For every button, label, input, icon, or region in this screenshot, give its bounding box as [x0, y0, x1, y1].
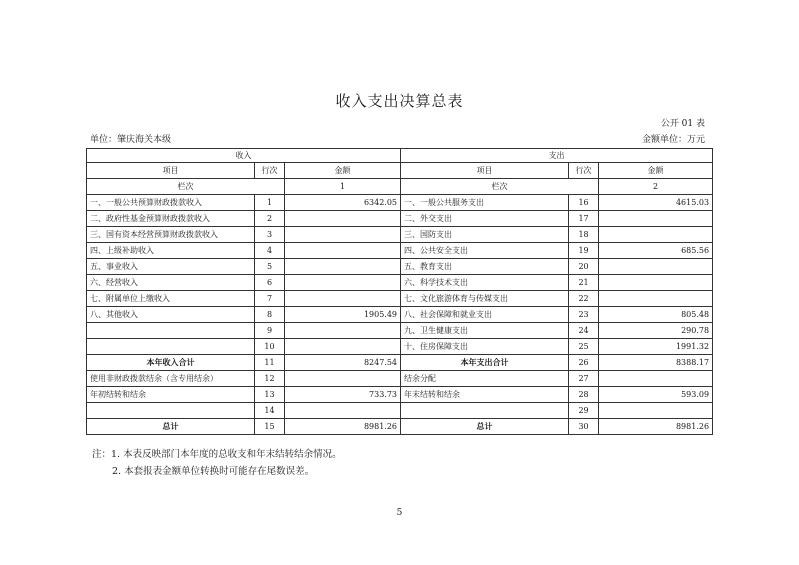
- expense-item: 五、教育支出: [401, 259, 569, 275]
- income-row-number: 2: [255, 211, 285, 227]
- report-title: 收入支出决算总表: [335, 92, 464, 110]
- expense-amount: 1991.32: [599, 339, 713, 355]
- expense-item: 结余分配: [401, 371, 569, 387]
- expense-amount: 8388.17: [599, 355, 713, 371]
- income-row-number: 15: [255, 419, 285, 435]
- income-column-number: 1: [285, 179, 401, 195]
- income-row-number: 1: [255, 195, 285, 211]
- income-amount: [285, 243, 401, 259]
- expense-item: 一、一般公共服务支出: [401, 195, 569, 211]
- income-rowno-header: 行次: [255, 163, 285, 179]
- table-row: [87, 275, 713, 291]
- expense-amount: [599, 371, 713, 387]
- table-row: [87, 339, 713, 355]
- expense-item: 九、卫生健康支出: [401, 323, 569, 339]
- income-item: 六、经营收入: [87, 275, 255, 291]
- income-row-number: 11: [255, 355, 285, 371]
- expense-item: 三、国防支出: [401, 227, 569, 243]
- expense-row-number: 18: [569, 227, 599, 243]
- expense-item: 年末结转和结余: [401, 387, 569, 403]
- table-column-header-row: [87, 163, 713, 179]
- income-row-number: 5: [255, 259, 285, 275]
- expense-row-number: 29: [569, 403, 599, 419]
- income-amount: 733.73: [285, 387, 401, 403]
- expense-group-header: 支出: [401, 149, 713, 163]
- expense-row-number: 28: [569, 387, 599, 403]
- income-amount: [285, 403, 401, 419]
- table-row: [87, 243, 713, 259]
- expense-amount-header: 金额: [599, 163, 713, 179]
- table-row: [87, 259, 713, 275]
- footnotes: [92, 446, 342, 480]
- income-item-header: 项目: [87, 163, 255, 179]
- expense-row-number: 16: [569, 195, 599, 211]
- income-item: 本年收入合计: [87, 355, 255, 371]
- expense-row-number: 20: [569, 259, 599, 275]
- income-amount: [285, 323, 401, 339]
- table-row: [87, 323, 713, 339]
- income-item: 二、政府性基金预算财政拨款收入: [87, 211, 255, 227]
- income-row-number: 4: [255, 243, 285, 259]
- expense-row-number: 27: [569, 371, 599, 387]
- reporting-unit: 单位：肇庆海关本级: [90, 135, 172, 145]
- income-amount: 1905.49: [285, 307, 401, 323]
- table-row: [87, 371, 713, 387]
- income-row-number: 6: [255, 275, 285, 291]
- expense-row-number: 26: [569, 355, 599, 371]
- table-row: [87, 291, 713, 307]
- expense-amount: 685.56: [599, 243, 713, 259]
- expense-row-number: 22: [569, 291, 599, 307]
- footnote-2: 2. 本套报表金额单位转换时可能存在尾数误差。: [112, 466, 315, 477]
- income-row-number: 9: [255, 323, 285, 339]
- footnote-1: 注：1. 本表反映部门本年度的总收支和年末结转结余情况。: [92, 449, 342, 460]
- expense-item-header: 项目: [401, 163, 569, 179]
- income-item: [87, 323, 255, 339]
- expense-row-number: 30: [569, 419, 599, 435]
- expense-amount: [599, 211, 713, 227]
- expense-item: 总计: [401, 419, 569, 435]
- income-item: 四、上级补助收入: [87, 243, 255, 259]
- income-item: 年初结转和结余: [87, 387, 255, 403]
- table-row: [87, 195, 713, 211]
- expense-amount: [599, 403, 713, 419]
- table-row: [87, 211, 713, 227]
- expense-row-number: 21: [569, 275, 599, 291]
- expense-row-number: 24: [569, 323, 599, 339]
- expense-amount: 4615.03: [599, 195, 713, 211]
- expense-column-label: 栏次: [401, 179, 599, 195]
- income-row-number: 3: [255, 227, 285, 243]
- expense-amount: 290.78: [599, 323, 713, 339]
- expense-item: 十、住房保障支出: [401, 339, 569, 355]
- table-group-header-row: [87, 149, 713, 163]
- expense-row-number: 25: [569, 339, 599, 355]
- income-amount: [285, 339, 401, 355]
- income-row-number: 10: [255, 339, 285, 355]
- expense-item: 本年支出合计: [401, 355, 569, 371]
- income-amount-header: 金额: [285, 163, 401, 179]
- expense-item: 二、外交支出: [401, 211, 569, 227]
- table-column-number-row: [87, 179, 713, 195]
- income-column-label: 栏次: [87, 179, 285, 195]
- amount-unit: 金额单位：万元: [641, 135, 705, 145]
- income-amount: 6342.05: [285, 195, 401, 211]
- income-item: 七、附属单位上缴收入: [87, 291, 255, 307]
- income-amount: 8981.26: [285, 419, 401, 435]
- income-item: 使用非财政拨款结余（含专用结余）: [87, 371, 255, 387]
- income-amount: [285, 275, 401, 291]
- income-item: [87, 339, 255, 355]
- expense-column-number: 2: [599, 179, 713, 195]
- expense-amount: [599, 259, 713, 275]
- income-row-number: 13: [255, 387, 285, 403]
- table-row: [87, 403, 713, 419]
- income-item: 三、国有资本经营预算财政拨款收入: [87, 227, 255, 243]
- subtotal-row: [87, 355, 713, 371]
- expense-amount: [599, 227, 713, 243]
- income-item: 八、其他收入: [87, 307, 255, 323]
- income-row-number: 7: [255, 291, 285, 307]
- income-expense-table: [86, 148, 713, 435]
- expense-item: 六、科学技术支出: [401, 275, 569, 291]
- income-item: 五、事业收入: [87, 259, 255, 275]
- income-amount: [285, 291, 401, 307]
- income-amount: [285, 211, 401, 227]
- income-group-header: 收入: [87, 149, 401, 163]
- income-row-number: 8: [255, 307, 285, 323]
- expense-row-number: 23: [569, 307, 599, 323]
- income-item: [87, 403, 255, 419]
- expense-amount: 8981.26: [599, 419, 713, 435]
- table-row: [87, 387, 713, 403]
- income-amount: [285, 371, 401, 387]
- income-amount: [285, 227, 401, 243]
- expense-amount: 593.09: [599, 387, 713, 403]
- expense-rowno-header: 行次: [569, 163, 599, 179]
- income-row-number: 12: [255, 371, 285, 387]
- table-row: [87, 307, 713, 323]
- form-number: 公开 01 表: [660, 119, 705, 129]
- income-amount: [285, 259, 401, 275]
- expense-row-number: 19: [569, 243, 599, 259]
- income-amount: 8247.54: [285, 355, 401, 371]
- expense-item: 七、文化旅游体育与传媒支出: [401, 291, 569, 307]
- income-item: 总计: [87, 419, 255, 435]
- income-item: 一、一般公共预算财政拨款收入: [87, 195, 255, 211]
- table-row: [87, 227, 713, 243]
- expense-item: 四、公共安全支出: [401, 243, 569, 259]
- page-number: 5: [396, 508, 403, 518]
- expense-item: 八、社会保障和就业支出: [401, 307, 569, 323]
- expense-row-number: 17: [569, 211, 599, 227]
- expense-amount: [599, 275, 713, 291]
- total-row: [87, 419, 713, 435]
- expense-amount: [599, 291, 713, 307]
- expense-amount: 805.48: [599, 307, 713, 323]
- expense-item: [401, 403, 569, 419]
- income-row-number: 14: [255, 403, 285, 419]
